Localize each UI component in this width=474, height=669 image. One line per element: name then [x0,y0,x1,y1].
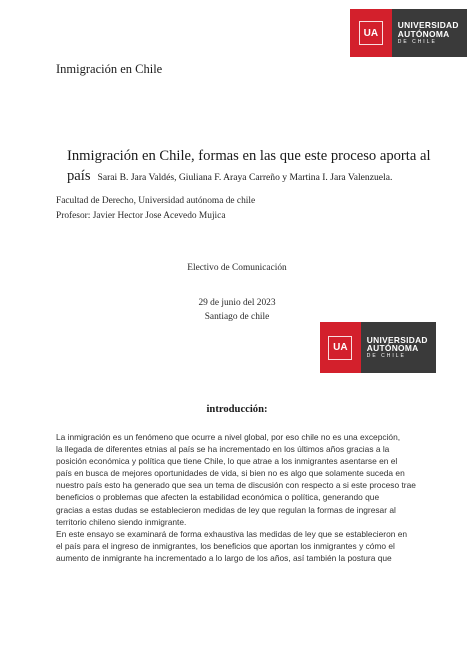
university-logo-top [350,9,467,57]
logo-red-panel [350,9,392,57]
header-title: Inmigración en Chile [56,62,163,76]
logo2-line-3: DE CHILE [366,353,406,360]
introduction-paragraph [56,431,416,564]
document-date: 29 de junio del 2023 [198,298,276,308]
document-title-pais: país [67,168,91,184]
faculty-line: Facultad de Derecho, Universidad autónoma de chile [56,196,256,206]
paragraph-line: En este ensayo se examinará de forma exhaustiva las medidas de ley que se establecieron en [56,528,408,539]
logo2-line-1: UNIVERSIDAD [366,334,428,345]
document-title-line-1: Inmigración en Chile, formas en las que este proceso aporta al [67,148,431,164]
document-title-line-2 [67,167,392,185]
ua-emblem-icon-2: UA [328,336,352,360]
logo-red-panel-2 [320,322,361,373]
paragraph-line: nuestro país esto ha generado que sea un tema de discusión con respecto a si este proceso trae [56,480,416,491]
ua-emblem-icon: UA [359,21,383,45]
paragraph-line: aumento de inmigrante ha incrementado a lo largo de los años, así también la postura que [56,552,392,563]
paragraph-line: beneficios o problemas que afecten la estabilidad económica o política, generando que [56,492,380,503]
logo-wordmark-2 [361,322,436,373]
logo-line-2: AUTÓNOMA [397,28,450,39]
document-place: Santiago de chile [204,312,270,322]
logo-wordmark [392,9,467,57]
document-authors: Sarai B. Jara Valdés, Giuliana F. Araya Carreño y Martina I. Jara Valenzuela. [97,172,393,183]
paragraph-line: el país para el ingreso de inmigrantes, los beneficios que aportan los inmigrantes y cómo el [56,540,395,551]
paragraph-line: La inmigración es un fenómeno que ocurre a nivel global, por eso chile no es una excepción, [56,432,401,442]
paragraph-line: posición económica y política que tiene Chile, lo que atrae a los inmigrantes asentarse en el [56,456,398,467]
paragraph-line: territorio chileno siendo inmigrante. [56,516,187,527]
logo-line-1: UNIVERSIDAD [397,20,459,31]
paragraph-line: gracias a estas dudas se establecieron medidas de ley que regulan la formas de ingresar al [56,504,396,515]
logo-line-3: DE CHILE [397,38,437,45]
section-heading-introduccion: introducción: [206,404,268,415]
professor-line: Profesor: Javier Hector Jose Acevedo Mujica [56,211,226,221]
university-logo-middle [320,322,436,373]
paragraph-line: país en busca de mejores oportunidades de vida, si bien no es algo que solamente suceda en [56,468,405,479]
logo2-line-2: AUTÓNOMA [366,343,419,354]
course-name: Electivo de Comunicación [187,263,287,273]
paragraph-line: la llegada de diferentes etnias al país se ha incrementado en los últimos años gracias a la [56,444,390,455]
